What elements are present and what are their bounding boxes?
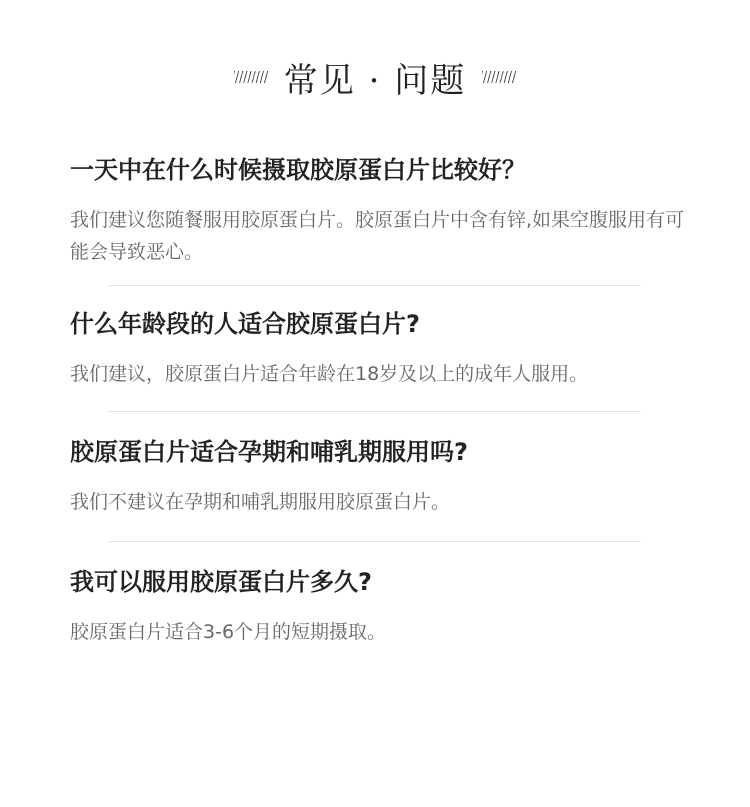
left-hatch-decoration xyxy=(234,71,268,83)
faq-item xyxy=(70,308,690,390)
divider xyxy=(108,411,641,412)
faq-answer: 胶原蛋白片适合3-6个月的短期摄取。 xyxy=(70,621,387,643)
faq-item xyxy=(70,566,690,648)
faq-answer: 我们建议，胶原蛋白片适合年龄在18岁及以上的成年人服用。 xyxy=(70,363,589,385)
faq-answer: 我们建议您随餐服用胶原蛋白片。胶原蛋白片中含有锌,如果空腹服用有可能会导致恶心。 xyxy=(70,209,685,263)
faq-answer: 我们不建议在孕期和哺乳期服用胶原蛋白片。 xyxy=(70,491,451,513)
section-header xyxy=(0,52,750,102)
faq-question: 一天中在什么时候摄取胶原蛋白片比较好？ xyxy=(70,156,526,184)
faq-question: 胶原蛋白片适合孕期和哺乳期服用吗? xyxy=(70,438,468,466)
faq-question: 我可以服用胶原蛋白片多久? xyxy=(70,568,372,596)
faq-item xyxy=(70,436,690,518)
page-title: 常见 · 问题 xyxy=(283,60,467,101)
faq-item xyxy=(70,154,690,268)
divider xyxy=(108,541,641,542)
divider xyxy=(108,285,641,286)
faq-question: 什么年龄段的人适合胶原蛋白片? xyxy=(70,310,420,338)
right-hatch-decoration xyxy=(482,71,516,83)
